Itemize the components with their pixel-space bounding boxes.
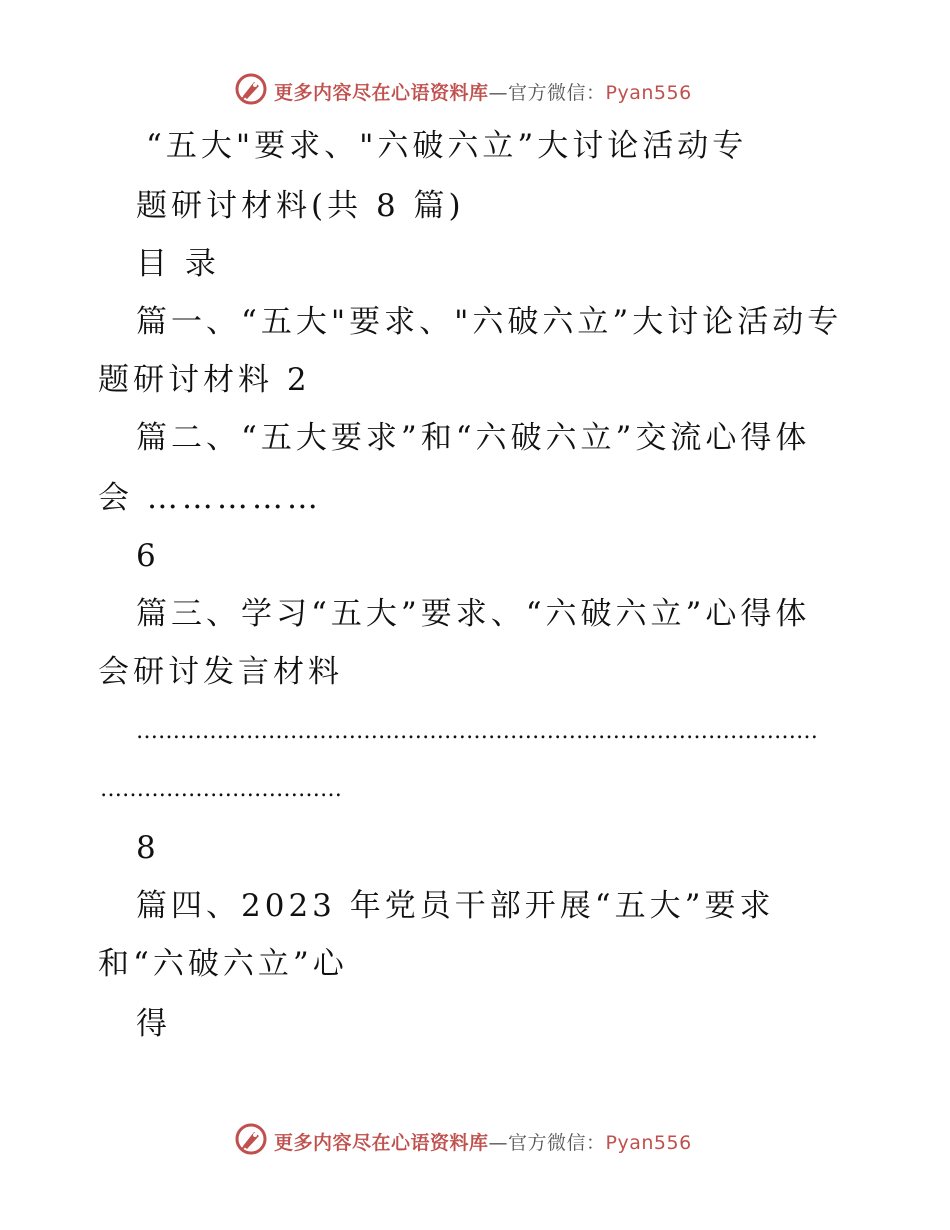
- toc-entry-4-line-1: 篇四、2023 年党员干部开展“五大”要求: [136, 888, 775, 924]
- doc-title-line-1: “五大"要求、"六破六立”大讨论活动专: [146, 128, 748, 164]
- pen-nib-logo-icon: [234, 72, 268, 106]
- banner-site-text: 更多内容尽在心语资料库: [274, 82, 489, 104]
- toc-entry-3-leader-dots-1: …………………………………………………………………………………: [136, 719, 818, 744]
- pen-nib-logo-icon: [234, 1122, 268, 1156]
- footer-official-label: 官方微信：: [508, 1132, 606, 1154]
- toc-entry-3-leader-dots-2: ……………………………: [100, 777, 342, 802]
- toc-entry-1-line-2: 题研讨材料 2: [98, 362, 311, 398]
- toc-entry-3-line-2: 会研讨发言材料: [98, 654, 343, 690]
- toc-entry-2-line-2: 会 ……………: [98, 480, 322, 516]
- banner-wechat-id: Pyan556: [605, 82, 692, 104]
- footer-wechat-id: Pyan556: [605, 1132, 692, 1154]
- banner-official-label: 官方微信：: [508, 82, 606, 104]
- footer-dash: —: [488, 1132, 509, 1154]
- banner-dash: —: [488, 82, 509, 104]
- toc-heading: 目 录: [136, 246, 220, 282]
- footer-banner: [0, 1120, 950, 1160]
- toc-entry-1-line-1: 篇一、“五大"要求、"六破六立”大讨论活动专: [136, 304, 843, 340]
- toc-entry-4-line-2: 和“六破六立”心: [98, 946, 348, 982]
- footer-site-text: 更多内容尽在心语资料库: [274, 1132, 489, 1154]
- header-banner: [0, 70, 950, 110]
- toc-entry-3-page: 8: [136, 830, 160, 866]
- toc-entry-2-page: 6: [136, 538, 160, 574]
- toc-entry-3-line-1: 篇三、学习“五大”要求、“六破六立”心得体: [136, 596, 811, 632]
- doc-title-line-2: 题研讨材料(共 8 篇): [136, 188, 465, 224]
- toc-entry-2-line-1: 篇二、“五大要求”和“六破六立”交流心得体: [136, 420, 811, 456]
- toc-entry-4-line-3: 得: [136, 1006, 171, 1042]
